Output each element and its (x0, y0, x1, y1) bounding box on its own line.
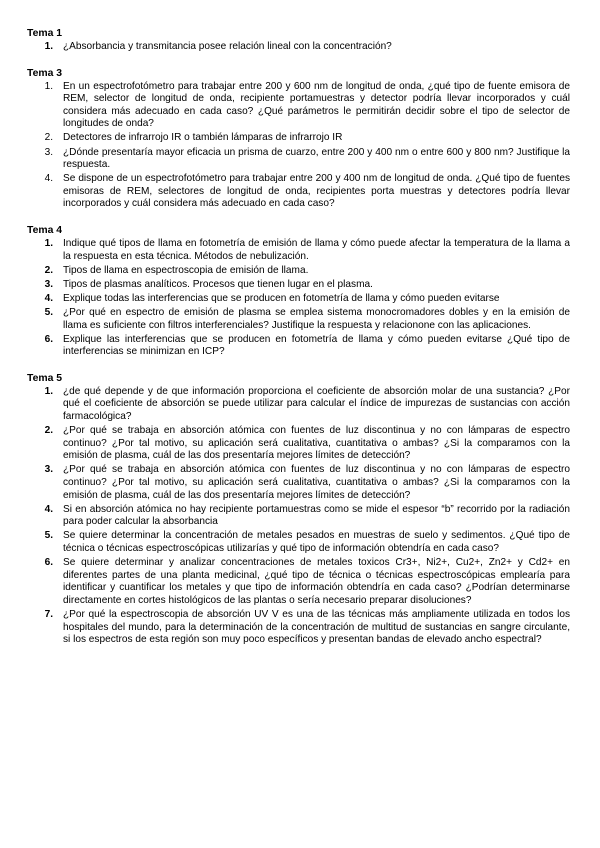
tema-section (27, 67, 570, 211)
question-item (27, 279, 570, 292)
question-text: ¿Por qué en espectro de emisión de plasma se emplea sistema monocromadores dobles y en la emisión de llama es suficiente con filtros interferenciales? Justifique la respuesta y relacionone con las aplicaciones. (63, 307, 570, 331)
question-text: Tipos de plasmas analíticos. Procesos que tienen lugar en el plasma. (63, 278, 373, 290)
question-number: 3. (44, 464, 53, 476)
question-text: Se quiere determinar la concentración de metales pesados en muestras de suelo y sedimentos. ¿Qué tipo de técnica o técnicas espectroscópicas utilizarías y qué tipo de información obtendría en cada caso? (63, 530, 570, 554)
question-text: Tipos de llama en espectroscopia de emisión de llama. (63, 264, 309, 276)
question-text: Se quiere determinar y analizar concentraciones de metales toxicos Cr3+, Ni2+, Cu2+, Zn2+ y Cd2+ en diferentes partes de una planta medicinal, ¿qué tipo de técnica o técnicas espectroscópicas emplearía para identificar y cuantificar los metales y que tipo de información obtendría en cada caso? ¿Podrían determinarse directamente en cortes histológicos de las plantas o sería necesario preparar disoluciones? (63, 557, 570, 606)
question-text: Si en absorción atómica no hay recipiente portamuestras como se mide el espesor “b” recorrido por la radiación para poder calcular la absorbancia (63, 503, 570, 528)
question-text: ¿Absorbancia y transmitancia posee relación lineal con la concentración? (63, 41, 392, 52)
question-item (27, 425, 570, 463)
question-item (27, 334, 570, 359)
question-text: En un espectrofotómetro para trabajar entre 200 y 600 nm de longitud de onda, ¿qué tipo de fuente emisora de REM, selector de longitud de onda, recipiente portamuestras y detector podría llevar incorporados y cuál considera más adecuado en cada caso? ¿Qué parámetros le permitirán decidir sobre el tipo de selector de longitudes de onda? (63, 80, 570, 130)
question-item (27, 132, 570, 145)
question-number: 1. (44, 385, 53, 397)
question-item (27, 147, 570, 172)
question-number: 3. (44, 146, 53, 158)
question-list (27, 238, 570, 359)
question-text: ¿Por qué se trabaja en absorción atómica con fuentes de luz discontinua y no con lámparas de espectro continuo? ¿Por tal motivo, su aplicación será cualitativa, cuantitativa o ambas? ¿Si la comparamos con la emisión de plasma, cuál de las dos presentaría mejores límites de detección? (63, 464, 570, 501)
question-number: 2. (44, 132, 53, 144)
question-item (27, 173, 570, 211)
question-item (27, 41, 570, 54)
question-number: 5. (44, 307, 53, 318)
question-item (27, 265, 570, 278)
question-number: 4. (44, 503, 53, 515)
question-text: ¿Por qué se trabaja en absorción atómica con fuentes de luz discontinua y no con lámparas de espectro continuo? ¿Por tal motivo, su aplicación será cualitativa, cuantitativa o ambas? ¿Si la comparamos con la emisión de plasma, cuál de las dos presentaría mejores límites de detección? (63, 425, 570, 462)
tema-section (27, 372, 570, 647)
question-number: 4. (44, 292, 53, 304)
question-text: Indique qué tipos de llama en fotometría de emisión de llama y cómo puede afectar la temperatura de la llama a la respuesta en esta técnica. Métodos de nebulización. (63, 238, 570, 262)
question-number: 6. (44, 557, 53, 569)
question-item (27, 464, 570, 502)
question-number: 2. (44, 264, 53, 276)
tema-title: Tema 3 (27, 67, 63, 79)
tema-section (27, 224, 570, 359)
question-number: 4. (44, 173, 53, 185)
tema-section (27, 27, 570, 54)
question-list (27, 81, 570, 211)
question-item (27, 557, 570, 607)
question-text: Explique las interferencias que se producen en fotometría de llama y cómo pueden evitarse ¿Qué tipo de interferencias se minimizan en ICP? (63, 333, 570, 358)
question-item (27, 609, 570, 647)
tema-title: Tema 5 (27, 372, 63, 384)
question-item (27, 307, 570, 332)
question-number: 1. (44, 41, 53, 52)
question-item (27, 530, 570, 555)
question-text: ¿de qué depende y de que información proporciona el coeficiente de absorción molar de una sustancia? ¿Por qué el coeficiente de absorción se puede utilizar para calcular el índice de impurezas de sustancias con acción farmacológica? (63, 385, 570, 423)
question-list (27, 41, 570, 54)
question-number: 1. (44, 238, 53, 250)
question-number: 6. (44, 333, 53, 345)
question-item (27, 81, 570, 131)
question-number: 2. (44, 425, 53, 437)
question-text: Explique todas las interferencias que se producen en fotometría de llama y cómo pueden evitarse (63, 292, 500, 304)
question-item (27, 293, 570, 306)
question-text: Detectores de infrarrojo IR o también lámparas de infrarrojo IR (63, 132, 343, 144)
question-number: 7. (44, 608, 53, 620)
question-number: 1. (44, 80, 53, 92)
question-number: 5. (44, 530, 53, 542)
question-item (27, 238, 570, 263)
tema-title: Tema 1 (27, 28, 63, 39)
tema-title: Tema 4 (27, 225, 63, 237)
question-text: ¿Por qué la espectroscopia de absorción UV V es una de las técnicas más ampliamente utilizada en todos los hospitales del mundo, para la determinación de la concentración de multitud de sustancias en sangre circulante, si los espectros de esta región son muy poco específicos y presentan bandas de elevado ancho espectral? (63, 608, 570, 646)
temas-container (27, 27, 570, 647)
question-item (27, 386, 570, 424)
question-text: ¿Dónde presentaría mayor eficacia un prisma de cuarzo, entre 200 y 400 nm o entre 600 y 800 nm? Justifique la respuesta. (63, 146, 570, 171)
question-item (27, 504, 570, 529)
question-list (27, 386, 570, 647)
question-text: Se dispone de un espectrofotómetro para trabajar entre 200 y 400 nm de longitud de onda. ¿Qué tipo de fuentes emisoras de REM, selectores de longitud de onda, recipientes porta muestras y detectores podría llevar incorporados y cuál considera más adecuado en cada caso? (63, 173, 570, 210)
question-number: 3. (44, 278, 53, 290)
